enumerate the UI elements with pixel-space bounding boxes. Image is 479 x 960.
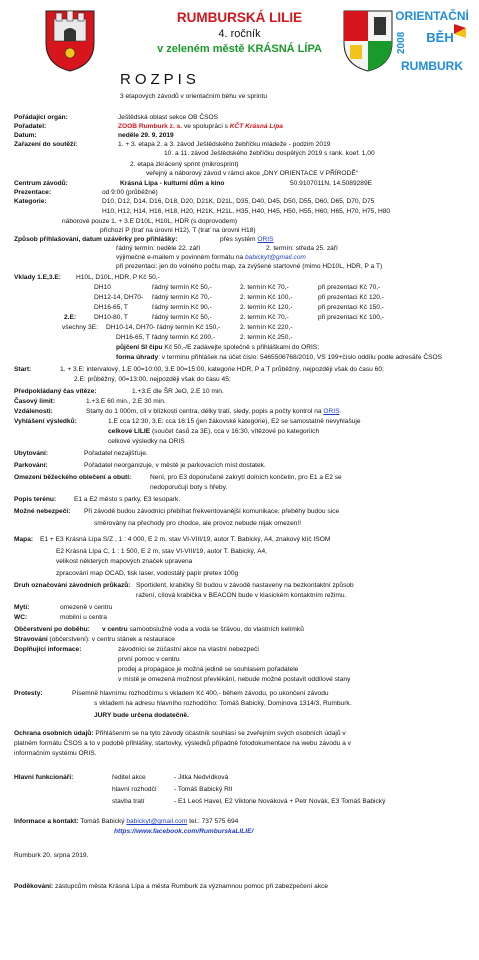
park-label: Parkování:	[14, 462, 48, 469]
zp-1: řádný termín: neděle 22. září	[116, 245, 201, 252]
kontakt-facebook-link[interactable]: https://www.facebook.com/RumburskaLILIE/	[114, 828, 254, 835]
dopl-label: Doplňující informace:	[14, 646, 82, 653]
druh-2: ražení, cílová krabička v BEACON bude v klasickém kontaktním režimu.	[136, 592, 347, 599]
kategorie-4: příchozí P (trať na úrovni H12), T (trať na úrovni H18)	[100, 227, 256, 234]
omez-2: nedoporučují boty s hřeby.	[150, 484, 228, 491]
zarazeni-2: 10. a 11. závod Ještědského žebříčku dospělých 2019 s rank. koef. 1,00	[164, 150, 375, 157]
vsechny-1: DH10-14, DH70- řádný termín Kč 150,-	[106, 324, 221, 331]
centrum-label: Centrum závodů:	[14, 180, 68, 187]
dopl-4: v místě je omezená možnost převlékání, nebude možné postavit oddílové stany	[118, 676, 351, 683]
prot-2: s vkladem na adresu hlavního rozhodčího: Tomáš Babický, Dominova 1314/3, Rumburk.	[94, 700, 352, 707]
vzd-label: Vzdálenosti:	[14, 408, 53, 415]
club-logo-year: 2008	[396, 31, 407, 54]
omez-1: Není, pro E3 doporučené zakrytí dolních končetin, pro E1 a E2 se	[150, 474, 342, 481]
wc-value: mobilní u centra	[60, 614, 107, 621]
zp-2-email[interactable]: babickyt@gmail.com	[245, 254, 306, 261]
fee-cat: DH16-65, T	[94, 304, 128, 311]
page-title: RUMBURSKÁ LILIE	[176, 10, 303, 25]
funkc-role: stavba tratí	[112, 798, 145, 805]
vyhl-3: celkové výsledky na ORIS	[108, 438, 185, 445]
park-value: Pořadatel neorganizuje, v městě je parkovacích míst dostatek.	[84, 462, 266, 469]
place-line	[0, 43, 479, 55]
fee-second: 2. termín Kč 100,-	[240, 294, 293, 301]
dopl-1: závodníci se zúčastní akce na vlastní nebezpečí	[118, 646, 260, 653]
myti-label: Mytí:	[14, 604, 30, 611]
subheading: 3 etapových závodů v orientačním běhu ve sprintu	[120, 93, 267, 100]
fee-cat: DH10	[94, 284, 111, 291]
vyhl-1: 1.E cca 12:30, 3.E: cca 16:15 (jen žákovské kategorie), E2 se samostatně nevyhlašuje	[108, 418, 361, 425]
datum-value: neděle 29. 9. 2019	[118, 132, 174, 139]
fee-second: 2. termín Kč 70,-	[240, 284, 289, 291]
vsechny-1b: 2. termín Kč 220,-	[240, 324, 293, 331]
funkc-role: ředitel akce	[112, 774, 146, 781]
zp-2	[116, 254, 306, 262]
misto-datum: Rumburk 20. srpna 2019.	[14, 852, 89, 859]
funkc-label: Hlavní funkcionáři:	[14, 774, 74, 781]
funkc-role: hlavní rozhodčí	[112, 786, 157, 793]
vzd-text: Starty do 1 000m, cíl v blízkosti centra, délky tratí, sledy, popis a počty kontrol na	[86, 408, 324, 415]
fee-regular: řádný termín Kč 50,-	[152, 284, 212, 291]
strav-value: : v centru stánek a restaurace	[88, 636, 175, 643]
club-logo-line2: BĚH	[426, 30, 454, 45]
zpusob-value	[220, 236, 274, 244]
dopl-2: první pomoc v centru	[118, 656, 180, 663]
si-value: Kč 50,-/E zadávejte společně s přihláškami do ORIS;	[162, 344, 320, 351]
strav-line	[14, 636, 175, 644]
zarazeni-3: 2. etapa zkrácený sprint (mikrosprint)	[130, 161, 239, 168]
prezentace-label: Prezentace:	[14, 189, 52, 196]
forma-line	[116, 354, 442, 362]
kategorie-3: náborové pouze 1. + 3.E D10L, H10L, HDR (s doprovodem)	[62, 218, 238, 225]
obcer-text: samoobslužně voda a voda se šťávou, do vlastních kelímků	[127, 626, 304, 633]
funkc-name: - E1 Leoš Havel, E2 Viktorie Nováková + Petr Novák, E3 Tomáš Babický	[174, 798, 386, 805]
funkc-name: - Jitka Nedvídková	[174, 774, 229, 781]
forma-value: : v termínu přihlášek na účet číslo: 5465506768/2010, VS 199+číslo oddílu podle adresáře ČSOS	[158, 354, 443, 361]
zarazeni-1: 1. + 3. etapa 2. a 3. závod Ještědského žebříčku mládeže - podzim 2019	[118, 141, 331, 148]
strav-label2: (občerstvení)	[47, 636, 89, 643]
podek-value: zástupcům města Krásná Lípa a města Rumburk za významnou pomoc při zabezpečení akce	[53, 883, 329, 890]
si-line	[116, 344, 319, 352]
vyhl-2	[108, 428, 319, 436]
ochrana-1	[14, 730, 346, 738]
poradatel-label: Pořadatel:	[14, 123, 47, 130]
kategorie-label: Kategorie:	[14, 198, 47, 205]
prot-label: Protesty:	[14, 690, 43, 697]
ochrana-text: Přihlášením se na tyto závody účastník souhlasí se zveřejním svých osobních údajů v	[93, 730, 346, 737]
cas-label: Předpokládaný čas vítěze:	[14, 388, 97, 395]
ubyt-label: Ubytování:	[14, 450, 49, 457]
prot-3: JURY bude určena dodatečně.	[94, 712, 189, 719]
strav-label: Stravování	[14, 636, 48, 643]
nebez-1: Při závodě budou závodníci přebíhat frekventovanější komunikace, přeběhy budou sice	[84, 508, 340, 515]
e2-label: 2.E:	[64, 314, 77, 321]
organ-value: Ještědská oblast sekce OB ČSOS	[118, 114, 219, 121]
start-1: 1. + 3.E: intervalový, 1.E 00=10:00, 3.E 00=15:00, kategorie HDR, P a T průběžný, nejpozději však do času 60;	[60, 366, 384, 373]
fee-second: 2. termín Kč 70,-	[240, 314, 289, 321]
kontakt-line	[14, 818, 238, 826]
fee-onsite: při prezentaci Kč 70,-	[318, 284, 381, 291]
ochrana-2: platném formátu ČSOS a to v podobě přihlášky, startovky, výsledků případně fotodokumentace na webu závodu a v	[14, 740, 351, 747]
poradatel-partner: KČT Krásná Lípa	[229, 123, 283, 130]
funkc-name: - Tomáš Babický RII	[174, 786, 233, 793]
mapa-4: zpracování map OCAD, tisk laser, vodostálý papír pretex 100g	[56, 570, 239, 577]
zp-1b: 2. termín: středa 25. září	[266, 245, 338, 252]
edition: 4. ročník	[218, 28, 261, 40]
kontakt-name: Tomáš Babický	[78, 818, 127, 825]
cas-value: 1.+3.E dle ŠR JeO, 2.E 10 min.	[132, 388, 224, 395]
zpusob-label: Způsob přihlašování, datum uzávěrky pro přihlášky:	[14, 236, 178, 243]
popis-value: E1 a E2 město s parky, E3 lesopark.	[74, 496, 181, 503]
fee-regular: řádný termín Kč 90,-	[152, 304, 212, 311]
ubyt-value: Pořadatel nezajišťuje.	[84, 450, 148, 457]
place-name: KRÁSNÁ LÍPA	[247, 43, 322, 55]
prot-1: Písemně hlavnímu rozhodčímu s vkladem Kč 400,- během závodu, po ukončení závodu	[72, 690, 329, 697]
zpusob-text: přes systém	[220, 236, 258, 243]
place-prefix: v zeleném městě	[157, 43, 248, 55]
druh-label: Druh označování závodních průkazů:	[14, 582, 131, 589]
obcer-value	[102, 626, 304, 634]
centrum-gps: 50.9107011N, 14.5089289E	[290, 180, 373, 187]
kategorie-2: H10, H12, H14, H16, H18, H20, H21K, H21L, H35, H40, H45, H50, H55, H60, H65, H70, H75, H80	[102, 208, 391, 215]
kontakt-tel: tel.: 737 575 694	[187, 818, 239, 825]
forma-label: forma úhrady	[116, 354, 159, 361]
heading: ROZPIS	[120, 71, 200, 88]
kategorie-1: D10, D12, D14, D16, D18, D20, D21K, D21L, D35, D40, D45, D50, D55, D60, D65, D70, D75	[102, 198, 375, 205]
wc-label: WC:	[14, 614, 28, 621]
vzd-oris-link[interactable]: ORIS	[323, 408, 340, 415]
vyhl-label: Vyhlášení výsledků:	[14, 418, 77, 425]
datum-label: Datum:	[14, 132, 37, 139]
ochrana-label: Ochrana osobních údajů:	[14, 730, 94, 737]
ochrana-3: informačním systému ORIS.	[14, 750, 97, 757]
fee-onsite: při prezentaci Kč 150,-	[318, 304, 384, 311]
vklady-label: Vklady 1.E,3.E:	[14, 274, 61, 281]
dopl-3: prodej a propagace je možná jedině se souhlasem pořadatele	[118, 666, 299, 673]
mapa-1: E1 + E3 Krásná Lípa S/Z , 1 : 4 000, E 2 m, stav VI-VIII/19, autor T. Babický, A4, znakový klíč ISOM	[40, 536, 331, 543]
poradatel-club: ZOOB Rumburk z. s.	[118, 123, 183, 130]
nebez-label: Možné nebezpečí:	[14, 508, 71, 515]
zpusob-oris-link[interactable]: ORIS	[257, 236, 274, 243]
vyhl-2-bold: celkové LILIE	[108, 428, 151, 435]
fee-cat: DH10-80, T	[94, 314, 128, 321]
organ-label: Pořádající orgán:	[14, 114, 68, 121]
obcer-bold: v centru	[102, 626, 128, 633]
vsechny-2: DH16-65, T řádný termín Kč 200,-	[116, 334, 216, 341]
mapa-label: Mapa:	[14, 536, 34, 543]
vyhl-2-text: (součet časů za 3E), cca v 16:30, vítězové po kategoriích	[150, 428, 320, 435]
fee-onsite: při prezentaci Kč 120,-	[318, 294, 384, 301]
start-2: 2.E: průběžný, 00=13:00, nejpozději však do času 45;	[74, 376, 231, 383]
fee-regular: řádný termín Kč 50,-	[152, 314, 212, 321]
start-label: Start:	[14, 366, 32, 373]
fee-cat: DH12-14, DH70-	[94, 294, 144, 301]
si-label: půjčení SI čipu	[116, 344, 163, 351]
kontakt-label: Informace a kontakt:	[14, 818, 79, 825]
podek-label: Poděkování:	[14, 883, 54, 890]
club-logo-line1: ORIENTAČNÍ	[396, 9, 468, 23]
fee-second: 2. termín Kč 120,-	[240, 304, 293, 311]
club-logo-line3: RUMBURK	[401, 59, 463, 73]
prezentace-value: od 9:00 (průběžně)	[102, 189, 158, 196]
centrum-value: Krásná Lípa - kulturní dům a kino	[120, 180, 225, 187]
mapa-2: E2 Krásná Lípa C, 1 : 1 500, E 2 m, stav VI-VIII/19, autor T. Babický, A4,	[56, 548, 267, 555]
vzd-end: .	[339, 408, 342, 415]
zarazeni-4: veřejný a náborový závod v rámci akce „DNY ORIENTACE V PŘÍRODĚ“	[146, 170, 358, 177]
zp-3: při prezentaci: jen do volného počtu map, za zvýšené startovné (mimo HD10L, HDR, P a T)	[116, 263, 383, 270]
mapa-3: velikost některých mapových značek upravena	[56, 558, 193, 565]
vsechny-2b: 2. termín Kč 250,-	[240, 334, 293, 341]
omez-label: Omezení běžeckého oblečení a obutí:	[14, 474, 132, 481]
druh-1: Sportident, krabičky SI budou v závodě nastaveny na bezkontaktní způsob	[136, 582, 354, 589]
poradatel-mid: ve spolupráci s	[182, 123, 230, 130]
kontakt-email[interactable]: babickyt@gmail.com	[126, 818, 188, 825]
nebez-2: směrovány na přechody pro chodce, ale provoz nebude nijak omezen!!	[94, 520, 302, 527]
limit-value: 1.+3.E 60 min., 2.E 30 min.	[86, 398, 166, 405]
fee-onsite: při prezentaci Kč 100,-	[318, 314, 384, 321]
limit-label: Časový limit:	[14, 398, 56, 405]
vzd-value	[86, 408, 341, 416]
vklady-1: H10L, D10L, HDR, P Kč 50,-	[76, 274, 160, 281]
poradatel-value	[118, 123, 283, 131]
fee-regular: řádný termín Kč 70,-	[152, 294, 212, 301]
popis-label: Popis terénu:	[14, 496, 57, 503]
zp-2-text: výjimečně e-mailem v povinném formátu na	[116, 254, 245, 261]
zarazeni-label: Zařazení do soutěží:	[14, 141, 78, 148]
vsechny-label: všechny 3E:	[62, 324, 98, 331]
podek-line	[14, 883, 328, 891]
obcer-label: Občerstvení po doběhu:	[14, 626, 90, 633]
myti-value: omezeně v centru	[60, 604, 113, 611]
